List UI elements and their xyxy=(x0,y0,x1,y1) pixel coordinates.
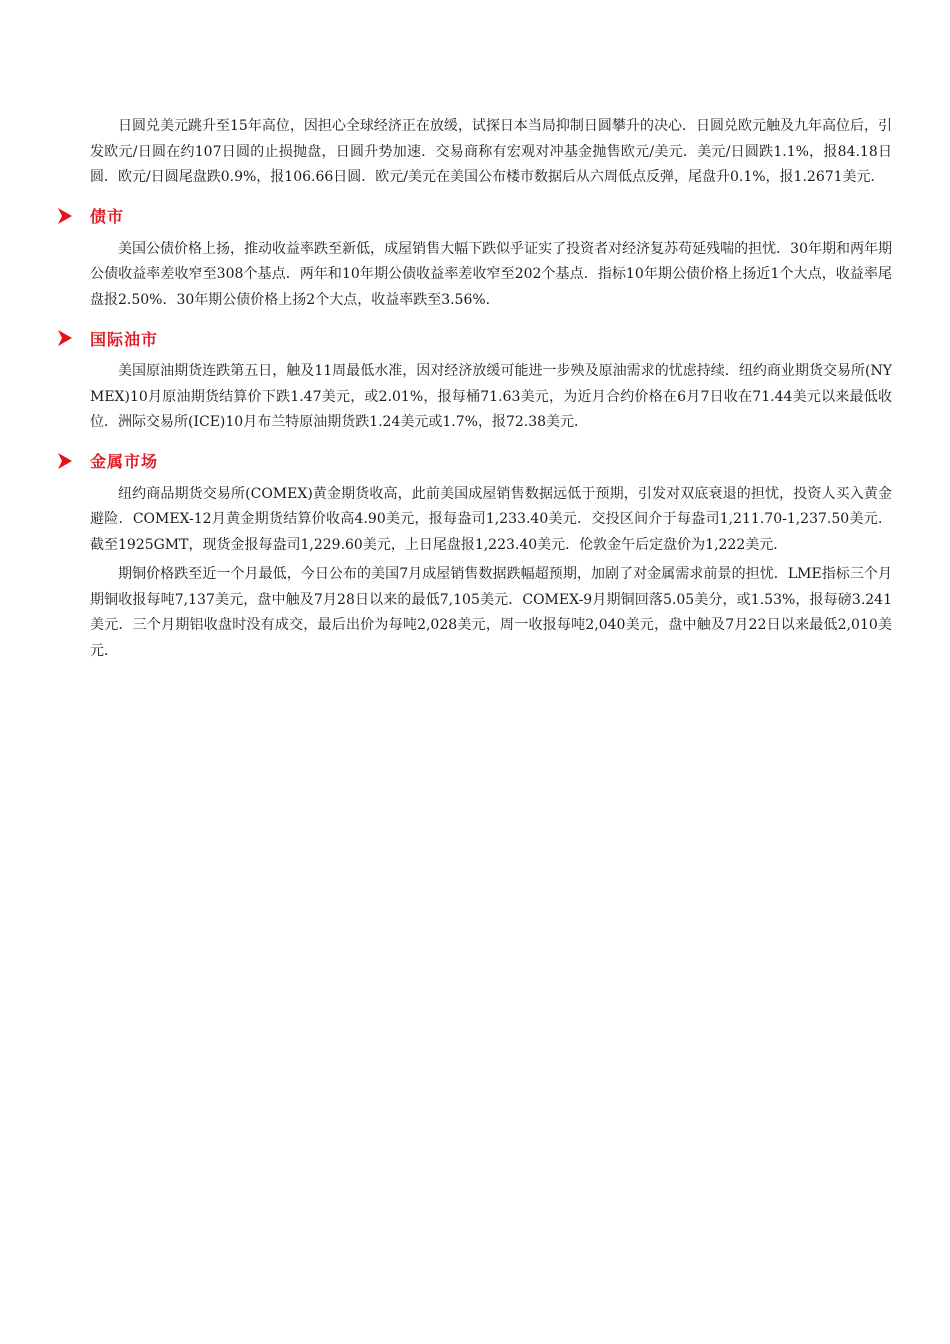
section-heading-bond xyxy=(90,203,892,229)
arrowhead-right-icon xyxy=(57,329,73,347)
section-title-oil: 国际油市 xyxy=(90,329,159,349)
arrowhead-right-icon xyxy=(57,207,73,225)
oil-paragraph: 美国原油期货连跌第五日，触及11周最低水准，因对经济放缓可能进一步殃及原油需求的忧虑持续．纽约商业期货交易所(NYMEX)10月原油期货结算价下跌1.47美元，或2.01%，报每桶71.63美元，为近月合约价格在6月7日收在71.44美元以来最低收位．洲际交易所(ICE)10月布兰特原油期货跌1.24美元或1.7%，报72.38美元． xyxy=(90,363,892,430)
section-title-metal: 金属市场 xyxy=(90,452,159,471)
copper-paragraph: 期铜价格跌至近一个月最低，今日公布的美国7月成屋销售数据跌幅超预期，加剧了对金属需求前景的担忧．LME指标三个月期铜收报每吨7,137美元，盘中触及7月28日以来的最低7,105美元．COMEX-9月期铜回落5.05美分，或1.53%，报每磅3.241美元．三个月期铝收盘时没有成交，最后出价为每吨2,028美元，周一收报每吨2,040美元，盘中触及7月22日以来最低2,010美元． xyxy=(90,566,892,659)
gold-paragraph: 纽约商品期货交易所(COMEX)黄金期货收高，此前美国成屋销售数据远低于预期，引发对双底衰退的担忧，投资人买入黄金避险．COMEX-12月黄金期货结算价收高4.90美元，报每盎司1,233.40美元．交投区间介于每盎司1,211.70-1,237.50美元．截至1925GMT，现货金报每盎司1,229.60美元，上日尾盘报1,223.40美元．伦敦金午后定盘价为1,222美元． xyxy=(90,485,892,553)
section-heading-oil xyxy=(90,325,892,351)
bond-paragraph: 美国公债价格上扬，推动收益率跌至新低，成屋销售大幅下跌似乎证实了投资者对经济复苏苟延残喘的担忧．30年期和两年期公债收益率差收窄至308个基点．两年和10年期公债收益率差收窄至202个基点．指标10年期公债价格上扬近1个大点，收益率尾盘报2.50%．30年期公债价格上扬2个大点，收益率跌至3.56%． xyxy=(90,240,892,308)
section-heading-metal xyxy=(90,448,892,474)
arrowhead-right-icon xyxy=(57,452,73,470)
fx-paragraph: 日圆兑美元跳升至15年高位，因担心全球经济正在放缓，试探日本当局抑制日圆攀升的决心．日圆兑欧元触及九年高位后，引发欧元/日圆在约107日圆的止损抛盘，日圆升势加速．交易商称有宏观对冲基金抛售欧元/美元．美元/日圆跌1.1%，报84.18日圆．欧元/日圆尾盘跌0.9%，报106.66日圆．欧元/美元在美国公布楼市数据后从六周低点反弹，尾盘升0.1%，报1.2671美元． xyxy=(90,118,893,185)
report-body xyxy=(90,114,892,664)
section-title-bond: 债市 xyxy=(90,207,125,226)
